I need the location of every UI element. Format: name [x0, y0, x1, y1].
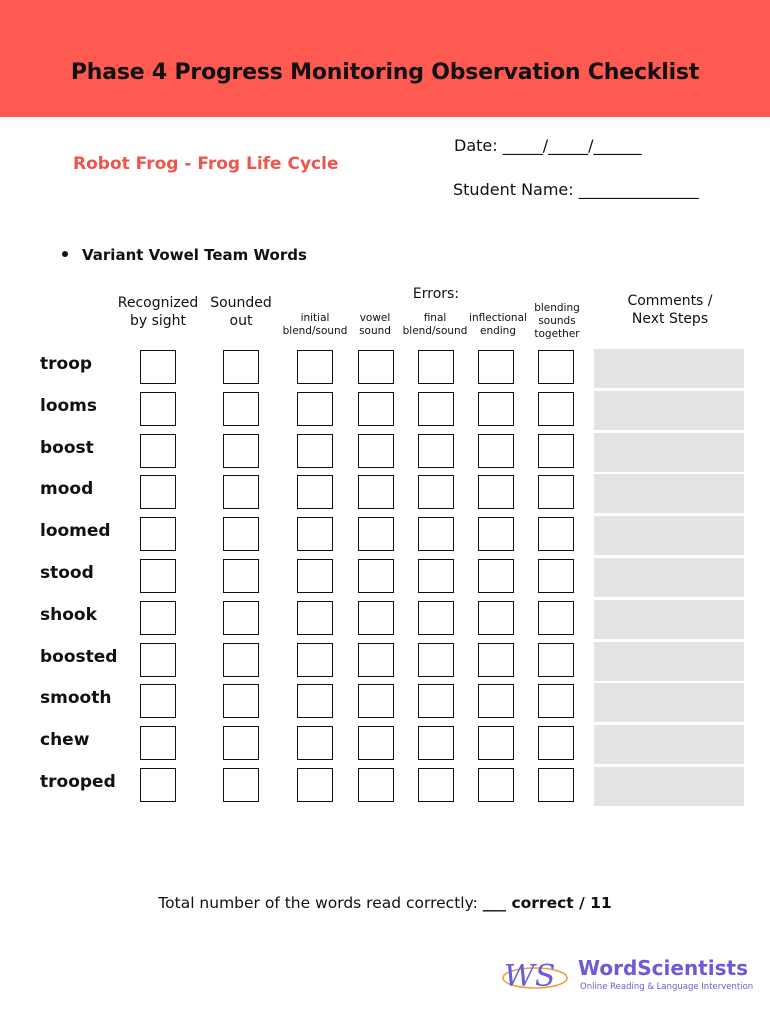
inflectional-error-checkbox[interactable]	[478, 392, 514, 426]
blending-error-checkbox[interactable]	[538, 350, 574, 384]
comment-field[interactable]	[594, 600, 744, 639]
page-title: Phase 4 Progress Monitoring Observation Checklist	[70, 60, 700, 85]
inflectional-error-checkbox[interactable]	[478, 559, 514, 593]
vowel-error-checkbox[interactable]	[358, 392, 394, 426]
col-recognized-line1: Recognized	[117, 295, 199, 311]
inflectional-error-checkbox[interactable]	[478, 350, 514, 384]
blending-error-checkbox[interactable]	[538, 684, 574, 718]
col-initial-line1: initial	[300, 312, 330, 324]
inflectional-error-checkbox[interactable]	[478, 684, 514, 718]
word-label: mood	[40, 479, 94, 500]
initial-error-checkbox[interactable]	[297, 601, 333, 635]
sounded-out-checkbox[interactable]	[223, 601, 259, 635]
initial-error-checkbox[interactable]	[297, 726, 333, 760]
vowel-error-checkbox[interactable]	[358, 726, 394, 760]
col-blending-line3: together	[534, 328, 580, 341]
vowel-error-checkbox[interactable]	[358, 559, 394, 593]
total-suffix: correct / 11	[506, 894, 612, 912]
final-error-checkbox[interactable]	[418, 726, 454, 760]
initial-error-checkbox[interactable]	[297, 475, 333, 509]
final-error-checkbox[interactable]	[418, 434, 454, 468]
comment-field[interactable]	[594, 516, 744, 555]
initial-error-checkbox[interactable]	[297, 434, 333, 468]
recognized-checkbox[interactable]	[140, 768, 176, 802]
bullet-icon	[62, 251, 68, 257]
inflectional-error-checkbox[interactable]	[478, 726, 514, 760]
col-inflectional-line2: ending	[479, 325, 517, 338]
col-comments	[605, 293, 735, 328]
final-error-checkbox[interactable]	[418, 517, 454, 551]
sounded-out-checkbox[interactable]	[223, 517, 259, 551]
comment-field[interactable]	[594, 642, 744, 681]
word-label: troop	[40, 354, 93, 374]
comment-field[interactable]	[594, 474, 744, 513]
initial-error-checkbox[interactable]	[297, 643, 333, 677]
col-inflectional	[466, 312, 530, 338]
word-label: looms	[40, 395, 98, 416]
sounded-out-checkbox[interactable]	[223, 350, 259, 384]
comment-field[interactable]	[594, 558, 744, 597]
initial-error-checkbox[interactable]	[297, 392, 333, 426]
col-vowel-line1: vowel	[359, 312, 391, 324]
col-initial-line2: blend/sound	[282, 325, 348, 338]
col-comments-line2: Next Steps	[631, 310, 709, 327]
ws-logo-icon	[500, 956, 570, 996]
col-vowel-line2: sound	[359, 325, 391, 338]
final-error-checkbox[interactable]	[418, 643, 454, 677]
col-final	[398, 312, 472, 338]
col-final-line1: final	[423, 312, 447, 324]
word-label: chew	[40, 730, 90, 751]
col-inflectional-line1: inflectional	[469, 312, 527, 324]
sounded-out-checkbox[interactable]	[223, 434, 259, 468]
errors-label: Errors:	[412, 286, 460, 302]
vowel-error-checkbox[interactable]	[358, 434, 394, 468]
sounded-out-checkbox[interactable]	[223, 559, 259, 593]
col-vowel	[350, 312, 400, 338]
logo-tagline: Online Reading & Language Intervention	[580, 982, 754, 992]
student-name-field: Student Name: _______________	[453, 180, 699, 199]
recognized-checkbox[interactable]	[140, 475, 176, 509]
inflectional-error-checkbox[interactable]	[478, 517, 514, 551]
vowel-error-checkbox[interactable]	[358, 643, 394, 677]
vowel-error-checkbox[interactable]	[358, 768, 394, 802]
col-recognized-line2: by sight	[129, 312, 187, 329]
final-error-checkbox[interactable]	[418, 475, 454, 509]
total-blank: ___	[482, 894, 507, 912]
inflectional-error-checkbox[interactable]	[478, 768, 514, 802]
col-sounded-line1: Sounded	[210, 295, 272, 311]
col-final-line2: blend/sound	[402, 325, 468, 338]
sounded-out-checkbox[interactable]	[223, 684, 259, 718]
vowel-error-checkbox[interactable]	[358, 684, 394, 718]
blending-error-checkbox[interactable]	[538, 517, 574, 551]
recognized-checkbox[interactable]	[140, 601, 176, 635]
inflectional-error-checkbox[interactable]	[478, 475, 514, 509]
col-blending	[527, 302, 587, 341]
initial-error-checkbox[interactable]	[297, 350, 333, 384]
word-label: boosted	[40, 646, 118, 667]
final-error-checkbox[interactable]	[418, 601, 454, 635]
col-initial	[278, 312, 352, 338]
initial-error-checkbox[interactable]	[297, 517, 333, 551]
vowel-error-checkbox[interactable]	[358, 601, 394, 635]
col-blending-line2: sounds	[538, 315, 576, 328]
vowel-error-checkbox[interactable]	[358, 517, 394, 551]
final-error-checkbox[interactable]	[418, 684, 454, 718]
comment-field[interactable]	[594, 433, 744, 472]
recognized-checkbox[interactable]	[140, 559, 176, 593]
total-line	[0, 894, 770, 912]
blending-error-checkbox[interactable]	[538, 392, 574, 426]
recognized-checkbox[interactable]	[140, 726, 176, 760]
final-error-checkbox[interactable]	[418, 768, 454, 802]
final-error-checkbox[interactable]	[418, 559, 454, 593]
inflectional-error-checkbox[interactable]	[478, 643, 514, 677]
comment-field[interactable]	[594, 725, 744, 764]
blending-error-checkbox[interactable]	[538, 475, 574, 509]
ws-logo-mark: WS	[504, 959, 556, 994]
total-prefix: Total number of the words read correctly:	[158, 894, 483, 912]
word-label: loomed	[40, 521, 111, 542]
header-banner	[0, 0, 770, 117]
vowel-error-checkbox[interactable]	[358, 475, 394, 509]
recognized-checkbox[interactable]	[140, 434, 176, 468]
recognized-checkbox[interactable]	[140, 684, 176, 718]
blending-error-checkbox[interactable]	[538, 768, 574, 802]
initial-error-checkbox[interactable]	[297, 684, 333, 718]
sounded-out-checkbox[interactable]	[223, 475, 259, 509]
section-heading	[62, 246, 307, 264]
lesson-subtitle: Robot Frog - Frog Life Cycle	[73, 154, 339, 174]
col-recognized	[110, 295, 206, 330]
word-label: shook	[40, 604, 97, 625]
sounded-out-checkbox[interactable]	[223, 392, 259, 426]
section-label: Variant Vowel Team Words	[82, 246, 307, 264]
final-error-checkbox[interactable]	[418, 350, 454, 384]
col-blending-line1: blending	[534, 302, 580, 314]
col-sounded-out	[205, 295, 277, 330]
recognized-checkbox[interactable]	[140, 350, 176, 384]
final-error-checkbox[interactable]	[418, 392, 454, 426]
logo-name: WordScientists	[578, 956, 748, 980]
blending-error-checkbox[interactable]	[538, 434, 574, 468]
initial-error-checkbox[interactable]	[297, 768, 333, 802]
comment-field[interactable]	[594, 767, 744, 806]
date-field: Date: _____/_____/______	[454, 136, 642, 155]
blending-error-checkbox[interactable]	[538, 559, 574, 593]
recognized-checkbox[interactable]	[140, 392, 176, 426]
inflectional-error-checkbox[interactable]	[478, 434, 514, 468]
word-label: trooped	[40, 772, 116, 792]
initial-error-checkbox[interactable]	[297, 559, 333, 593]
comment-field[interactable]	[594, 349, 744, 388]
word-label: stood	[40, 563, 94, 583]
blending-error-checkbox[interactable]	[538, 601, 574, 635]
blending-error-checkbox[interactable]	[538, 726, 574, 760]
recognized-checkbox[interactable]	[140, 517, 176, 551]
comment-field[interactable]	[594, 683, 744, 722]
word-label: boost	[40, 437, 94, 458]
sounded-out-checkbox[interactable]	[223, 768, 259, 802]
inflectional-error-checkbox[interactable]	[478, 601, 514, 635]
comment-field[interactable]	[594, 391, 744, 430]
word-label: smooth	[40, 688, 112, 709]
blending-error-checkbox[interactable]	[538, 643, 574, 677]
col-sounded-line2: out	[229, 312, 253, 329]
col-comments-line1: Comments /	[627, 293, 713, 309]
vowel-error-checkbox[interactable]	[358, 350, 394, 384]
wordscientists-logo	[500, 954, 754, 999]
recognized-checkbox[interactable]	[140, 643, 176, 677]
sounded-out-checkbox[interactable]	[223, 726, 259, 760]
sounded-out-checkbox[interactable]	[223, 643, 259, 677]
